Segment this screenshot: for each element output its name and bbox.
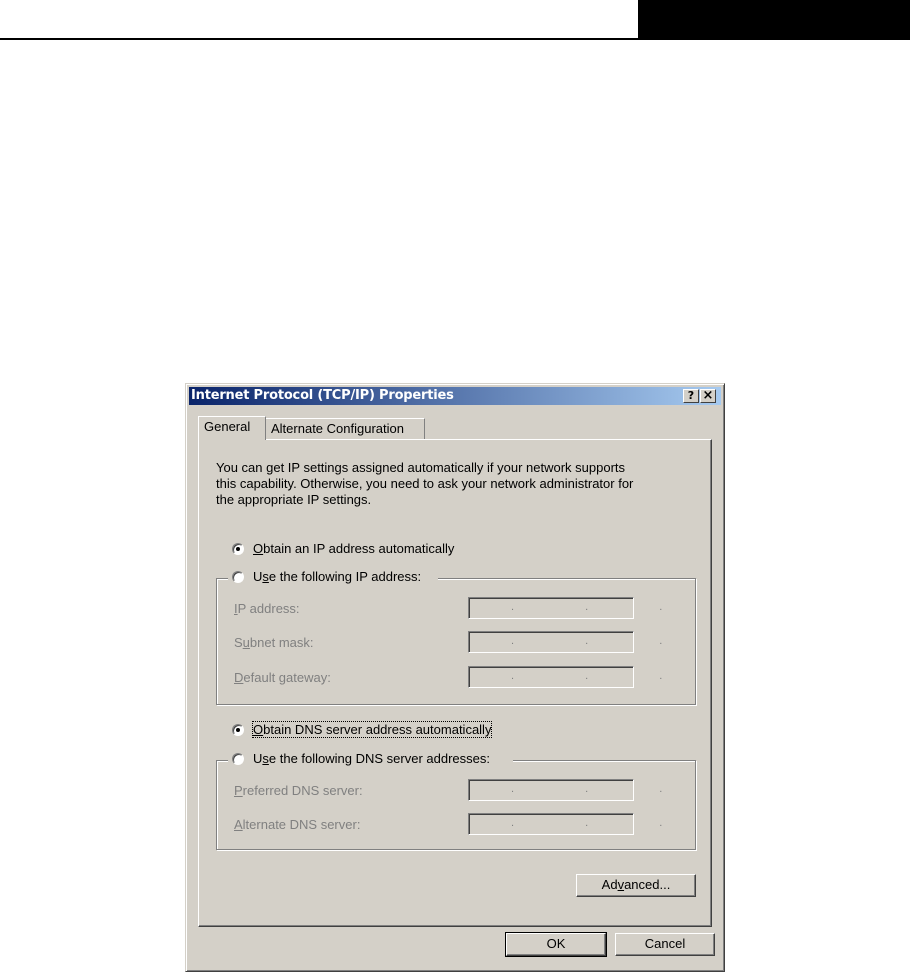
ok-label: OK bbox=[546, 936, 566, 951]
default-gateway-input[interactable] bbox=[468, 666, 697, 688]
use-following-dns-label[interactable] bbox=[253, 751, 490, 766]
label-text: bnet mask: bbox=[249, 635, 314, 650]
label-text: referred DNS server: bbox=[242, 783, 363, 798]
description-line: this capability. Otherwise, you need to ask your network administrator for bbox=[216, 476, 634, 491]
obtain-ip-auto-label[interactable] bbox=[253, 541, 454, 556]
obtain-dns-auto-radio[interactable] bbox=[232, 724, 244, 736]
label-text: efault gateway: bbox=[243, 670, 331, 685]
use-following-ip-radio[interactable] bbox=[232, 571, 244, 583]
mnemonic: v bbox=[617, 877, 625, 892]
page-header-rule bbox=[0, 38, 910, 40]
description-line: the appropriate IP settings. bbox=[216, 492, 372, 507]
mnemonic: u bbox=[242, 635, 250, 650]
alternate-dns-label bbox=[234, 817, 360, 832]
label-text: S bbox=[234, 635, 243, 650]
label-text: e the following DNS server addresses: bbox=[268, 751, 490, 766]
mnemonic: P bbox=[234, 783, 243, 798]
label-text: Ad bbox=[601, 877, 618, 892]
ip-address-label bbox=[234, 601, 300, 616]
tab-alternate-label: Alternate Configuration bbox=[271, 421, 404, 436]
label-text: btain DNS server address automatically bbox=[263, 722, 492, 737]
dns-server-group bbox=[216, 760, 696, 850]
radio-selected-dot bbox=[236, 547, 240, 551]
page-header-block bbox=[638, 0, 910, 38]
mnemonic: s bbox=[262, 751, 269, 766]
octet-separator: . . . bbox=[511, 601, 697, 613]
radio-selected-dot bbox=[236, 728, 240, 732]
obtain-ip-auto-radio[interactable] bbox=[232, 543, 244, 555]
default-gateway-label bbox=[234, 670, 331, 685]
alternate-dns-input[interactable] bbox=[468, 813, 697, 835]
preferred-dns-label bbox=[234, 783, 363, 798]
cancel-button[interactable] bbox=[615, 933, 715, 956]
description-text bbox=[216, 460, 696, 508]
cancel-label: Cancel bbox=[644, 936, 686, 951]
mnemonic: O bbox=[253, 541, 264, 556]
octet-separator: . . . bbox=[511, 817, 697, 829]
octet-separator: . . . bbox=[511, 670, 697, 682]
ok-button[interactable] bbox=[506, 933, 606, 956]
label-text: U bbox=[253, 569, 263, 584]
use-following-ip-label[interactable] bbox=[253, 569, 421, 584]
label-text: P address: bbox=[237, 601, 300, 616]
mnemonic: O bbox=[253, 722, 264, 737]
octet-separator: . . . bbox=[511, 635, 697, 647]
advanced-button[interactable] bbox=[576, 874, 696, 897]
dialog-title: Internet Protocol (TCP/IP) Properties bbox=[191, 388, 454, 403]
tab-general[interactable] bbox=[198, 416, 266, 440]
octet-separator: . . . bbox=[511, 783, 697, 795]
mnemonic: s bbox=[262, 569, 269, 584]
subnet-mask-label bbox=[234, 635, 314, 650]
label-text: anced... bbox=[624, 877, 671, 892]
tab-alternate-configuration[interactable] bbox=[265, 418, 425, 440]
description-line: You can get IP settings assigned automatically if your network supports bbox=[216, 460, 626, 475]
preferred-dns-input[interactable] bbox=[468, 779, 697, 801]
subnet-mask-input[interactable] bbox=[468, 631, 697, 653]
title-bar[interactable] bbox=[189, 387, 721, 405]
obtain-dns-auto-label[interactable] bbox=[253, 722, 491, 737]
label-text: lternate DNS server: bbox=[242, 817, 361, 832]
help-icon[interactable]: ? bbox=[683, 389, 699, 403]
mnemonic: D bbox=[234, 670, 244, 685]
mnemonic: A bbox=[234, 817, 243, 832]
label-text: btain an IP address automatically bbox=[263, 541, 455, 556]
label-text: e the following IP address: bbox=[268, 569, 422, 584]
label-text: U bbox=[253, 751, 263, 766]
tab-general-label: General bbox=[204, 419, 251, 434]
close-icon[interactable]: × bbox=[700, 389, 716, 403]
ip-address-input[interactable] bbox=[468, 597, 697, 619]
use-following-dns-radio[interactable] bbox=[232, 753, 244, 765]
mnemonic: I bbox=[234, 601, 238, 616]
